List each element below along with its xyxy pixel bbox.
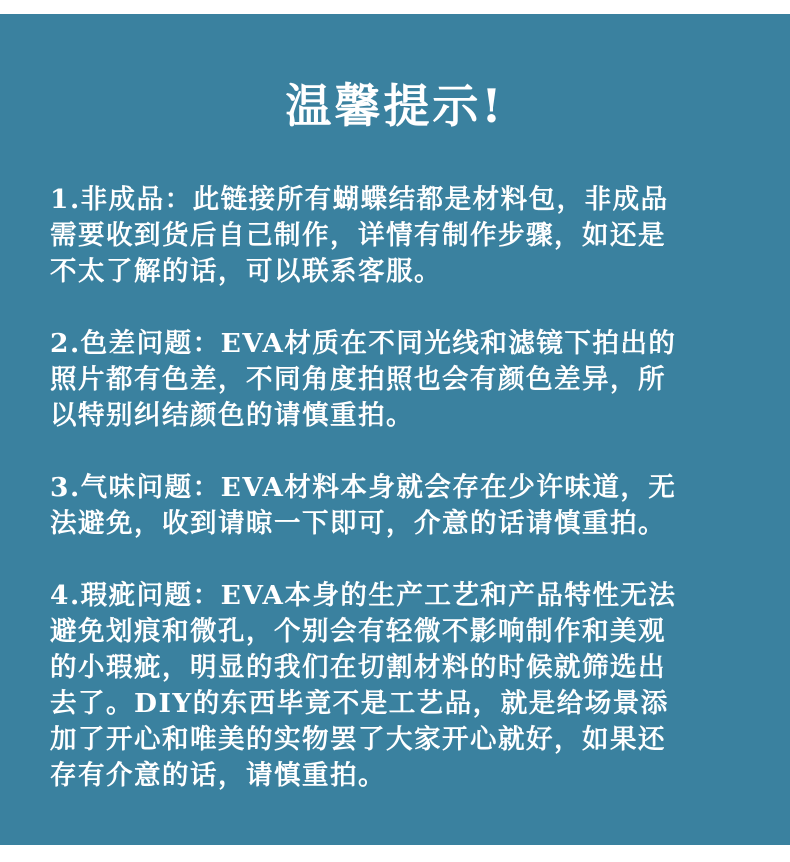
notice-panel <box>0 14 790 845</box>
tip-line: 不太了解的话，可以联系客服。 <box>50 256 442 287</box>
tip-line: 2.色差问题：EVA材质在不同光线和滤镜下拍出的 <box>50 328 677 359</box>
tip-line: 以特别纠结颜色的请慎重拍。 <box>50 400 414 431</box>
tips-list <box>50 182 762 794</box>
tip-line: 存有介意的话，请慎重拍。 <box>50 760 386 791</box>
tip-line: 需要收到货后自己制作，详情有制作步骤，如还是 <box>50 220 666 251</box>
notice-title: 温馨提示! <box>285 79 505 133</box>
tip-odor <box>50 470 762 542</box>
tip-unfinished-product <box>50 182 762 290</box>
tip-line: 4.瑕疵问题：EVA本身的生产工艺和产品特性无法 <box>50 580 677 611</box>
tip-line: 加了开心和唯美的实物罢了大家开心就好，如果还 <box>50 724 666 755</box>
tip-line: 的小瑕疵，明显的我们在切割材料的时候就筛选出 <box>50 652 666 683</box>
tip-line: 3.气味问题：EVA材料本身就会存在少许味道，无 <box>50 472 677 503</box>
tip-flaws <box>50 578 762 794</box>
tip-line: 去了。DIY的东西毕竟不是工艺品，就是给场景添 <box>50 688 669 719</box>
tip-line: 避免划痕和微孔，个别会有轻微不影响制作和美观 <box>50 616 666 647</box>
tip-color-difference <box>50 326 762 434</box>
tip-line: 照片都有色差，不同角度拍照也会有颜色差异，所 <box>50 364 666 395</box>
tip-line: 1.非成品：此链接所有蝴蝶结都是材料包，非成品 <box>50 184 669 215</box>
tip-line: 法避免，收到请晾一下即可，介意的话请慎重拍。 <box>50 508 666 539</box>
